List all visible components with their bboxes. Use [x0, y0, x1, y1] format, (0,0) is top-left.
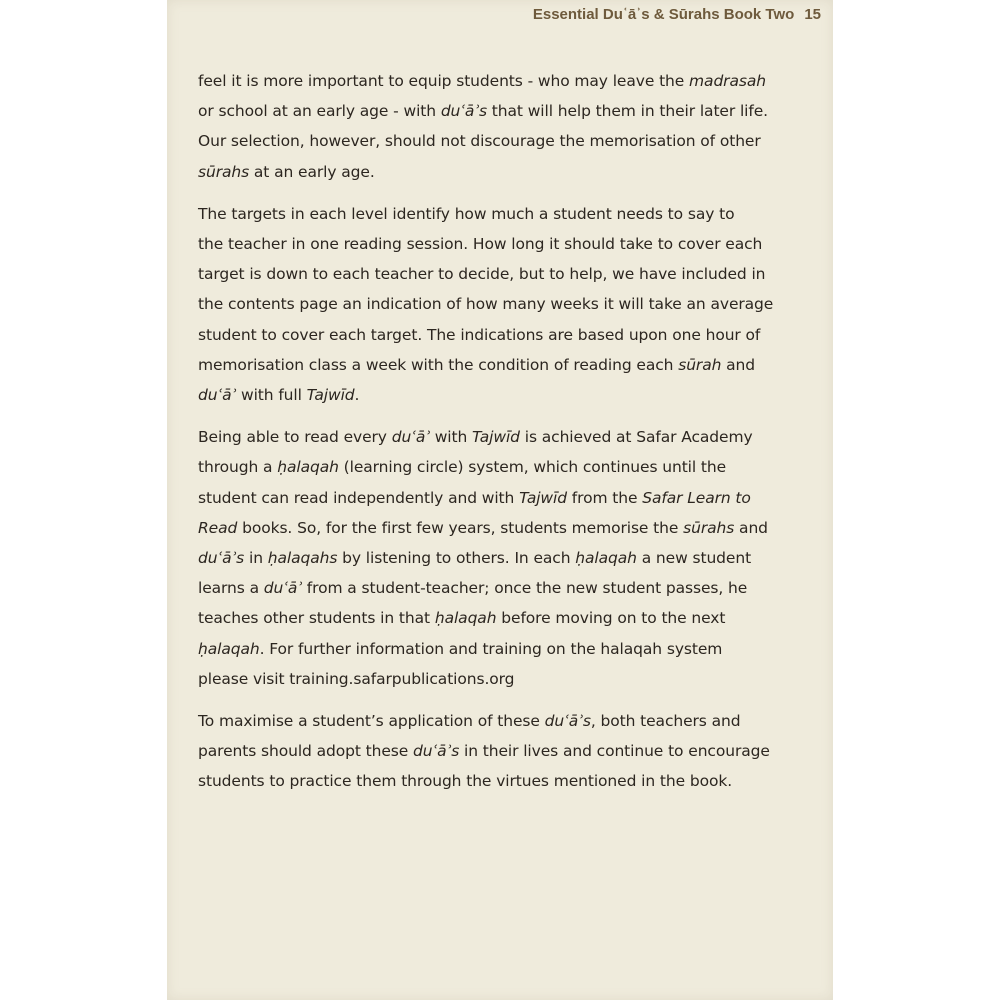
text-line: [198, 380, 758, 410]
text-line: [198, 157, 758, 187]
text-run: student can read independently and with: [198, 488, 520, 507]
book-title: Essential Duʿāʾs & Sūrahs Book Two: [532, 6, 795, 23]
text-run: at an early age.: [249, 162, 375, 181]
text-line: [198, 350, 758, 380]
text-run: the teacher in one reading session. How long it should take to cover each: [198, 235, 763, 254]
text-line: [198, 96, 768, 126]
italic-term: madrasah: [689, 72, 766, 90]
italic-term: ḥalaqahs: [267, 549, 338, 568]
text-line: [198, 543, 758, 573]
text-run: learns a: [198, 579, 264, 598]
text-run: with: [429, 428, 473, 447]
italic-term: Tajwīd: [519, 488, 567, 507]
text-run: (learning circle) system, which continues until the: [338, 458, 727, 477]
italic-term: duʿāʾ: [391, 428, 430, 447]
text-line: [198, 603, 758, 633]
text-run: before moving on to the next: [496, 609, 726, 628]
paragraph: [198, 66, 768, 187]
text-line: [198, 259, 766, 289]
italic-term: ḥalaqah: [575, 549, 637, 568]
text-run: from a student-teacher; once the new student passes, he: [301, 579, 748, 598]
text-run: from the: [566, 488, 643, 507]
italic-term: duʿāʾs: [544, 712, 591, 731]
text-line: [198, 634, 758, 664]
text-line: [198, 422, 758, 452]
text-run: in: [244, 549, 268, 568]
italic-term: sūrahs: [683, 518, 735, 537]
paragraph: [198, 706, 770, 797]
text-line: [198, 289, 774, 319]
text-run: teaches other students in that: [198, 609, 435, 628]
page-number: 15: [804, 6, 821, 23]
text-run: student to cover each target. The indications are based upon one hour of: [198, 325, 761, 344]
italic-term: Read: [198, 518, 238, 537]
text-run: target is down to each teacher to decide, but to help, we have included in: [198, 265, 766, 284]
text-line: [198, 452, 758, 482]
italic-term: duʿāʾ: [198, 386, 237, 405]
text-run: memorisation class a week with the condition of reading each: [198, 355, 679, 374]
text-run: that will help them in their later life.: [486, 102, 768, 121]
text-run: students to practice them through the virtues mentioned in the book.: [198, 772, 733, 791]
text-line: [198, 766, 758, 796]
text-run: is achieved at Safar Academy: [519, 428, 753, 447]
text-run: Our selection, however, should not discourage the memorisation of other: [198, 132, 761, 151]
paragraph: [198, 199, 774, 410]
text-run: To maximise a student’s application of these: [198, 712, 545, 731]
text-run: or school at an early age - with: [198, 102, 441, 121]
text-run: The targets in each level identify how much a student needs to say to: [198, 204, 735, 223]
italic-term: duʿāʾs: [413, 742, 460, 761]
text-run: . For further information and training on the halaqah system: [259, 639, 723, 658]
text-run: feel it is more important to equip students - who may leave the: [198, 72, 690, 90]
text-run: please visit training.safarpublications.org: [198, 669, 515, 688]
text-line: [198, 736, 770, 766]
text-run: parents should adopt these: [198, 742, 414, 761]
text-run: by listening to others. In each: [337, 549, 576, 568]
text-run: the contents page an indication of how many weeks it will take an average: [198, 295, 774, 314]
italic-term: ḥalaqah: [434, 609, 497, 628]
italic-term: Tajwīd: [306, 386, 355, 405]
text-run: Being able to read every: [198, 428, 392, 447]
italic-term: Tajwīd: [472, 428, 520, 447]
italic-term: ḥalaqah: [198, 639, 260, 658]
text-line: [198, 664, 758, 694]
book-page: [167, 0, 833, 1000]
text-line: [198, 320, 761, 350]
text-line: [198, 573, 758, 603]
text-run: a new student: [636, 549, 752, 568]
running-header: [533, 6, 821, 23]
text-line: [198, 483, 758, 513]
text-run: and: [721, 355, 756, 374]
italic-term: duʿāʾs: [198, 549, 245, 568]
text-line: [198, 513, 768, 543]
body-text: [198, 66, 774, 809]
text-line: [198, 66, 766, 96]
text-run: .: [354, 386, 360, 405]
italic-term: ḥalaqah: [277, 458, 339, 477]
text-line: [198, 706, 758, 736]
text-run: , both teachers and: [590, 712, 741, 731]
text-run: books. So, for the first few years, students memorise the: [237, 518, 684, 537]
text-run: and: [734, 518, 768, 537]
text-line: [198, 199, 758, 229]
text-run: in their lives and continue to encourage: [459, 742, 770, 761]
italic-term: sūrah: [678, 355, 722, 374]
text-run: with full: [236, 386, 307, 405]
paragraph: [198, 422, 768, 694]
italic-term: sūrahs: [198, 162, 250, 181]
italic-term: Safar Learn to: [642, 488, 751, 507]
italic-term: duʿāʾ: [263, 579, 302, 598]
text-run: through a: [198, 458, 278, 477]
text-line: [198, 229, 763, 259]
italic-term: duʿāʾs: [440, 102, 487, 121]
text-line: [198, 126, 761, 156]
